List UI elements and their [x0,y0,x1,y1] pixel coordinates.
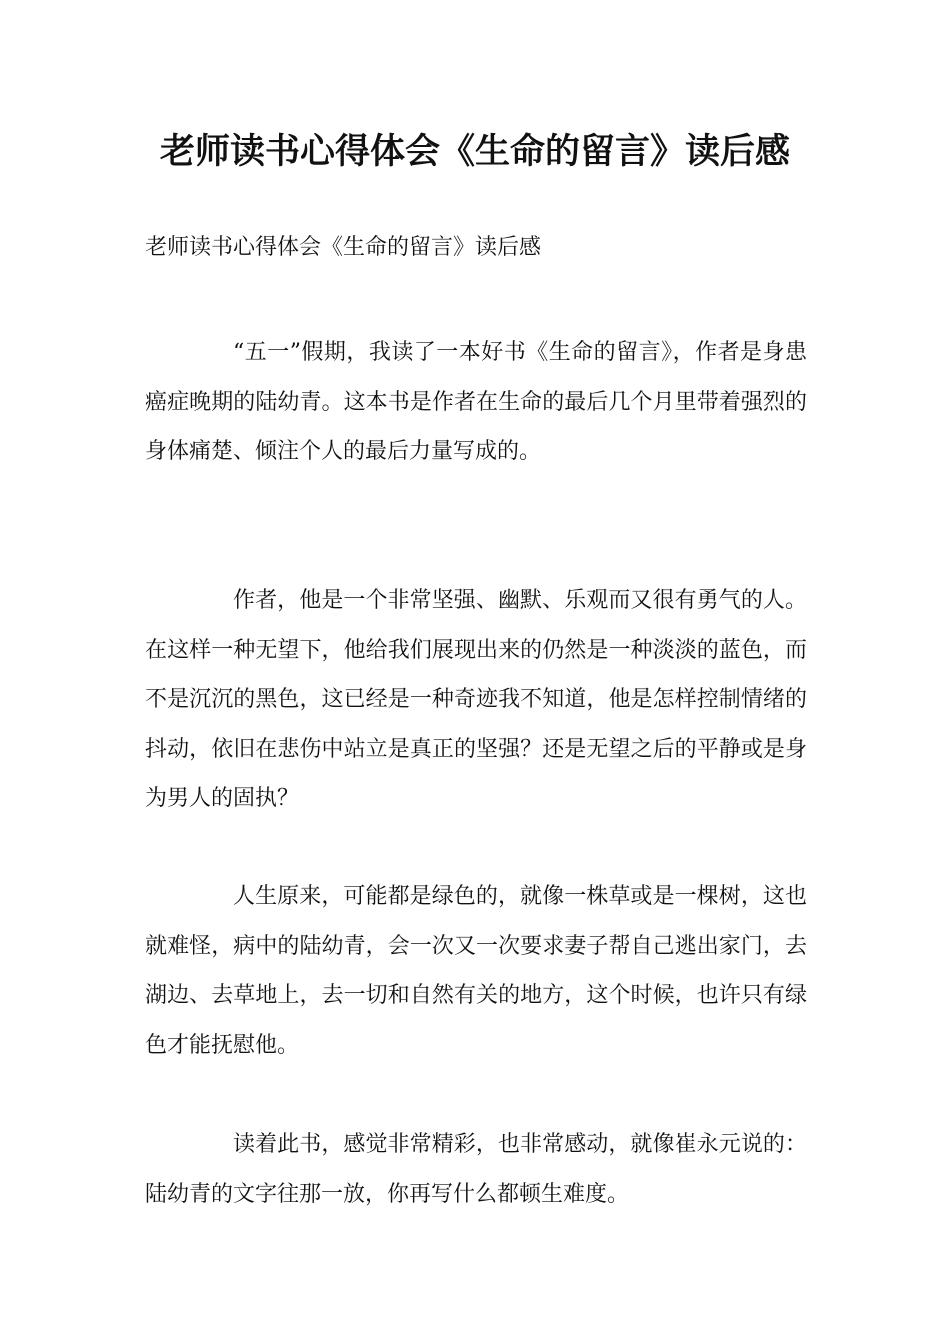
document-title: 老师读书心得体会《生命的留言》读后感 [159,132,790,172]
paragraph-3: 人生原来，可能都是绿色的，就像一株草或是一棵树，这也就难怪，病中的陆幼青，会一次又一次要求妻子帮自己逃出家门，去湖边、去草地上，去一切和自然有关的地方，这个时候，也许只有绿色才能抚慰他。 [145,884,807,1058]
document-subtitle: 老师读书心得体会《生命的留言》读后感 [145,235,542,260]
paragraph-2: 作者，他是一个非常坚强、幽默、乐观而又很有勇气的人。在这样一种无望下，他给我们展现出来的仍然是一种淡淡的蓝色，而不是沉沉的黑色，这已经是一种奇迹我不知道，他是怎样控制情绪的抖动，依旧在悲伤中站立是真正的坚强？还是无望之后的平静或是身为男人的固执？ [145,588,807,811]
paragraph-1: “五一”假期，我读了一本好书《生命的留言》，作者是身患癌症晚期的陆幼青。这本书是作者在生命的最后几个月里带着强烈的身体痛楚、倾注个人的最后力量写成的。 [145,340,807,464]
paragraph-4: 读着此书，感觉非常精彩，也非常感动，就像崔永元说的：陆幼青的文字往那一放，你再写什么都顿生难度。 [145,1132,807,1207]
